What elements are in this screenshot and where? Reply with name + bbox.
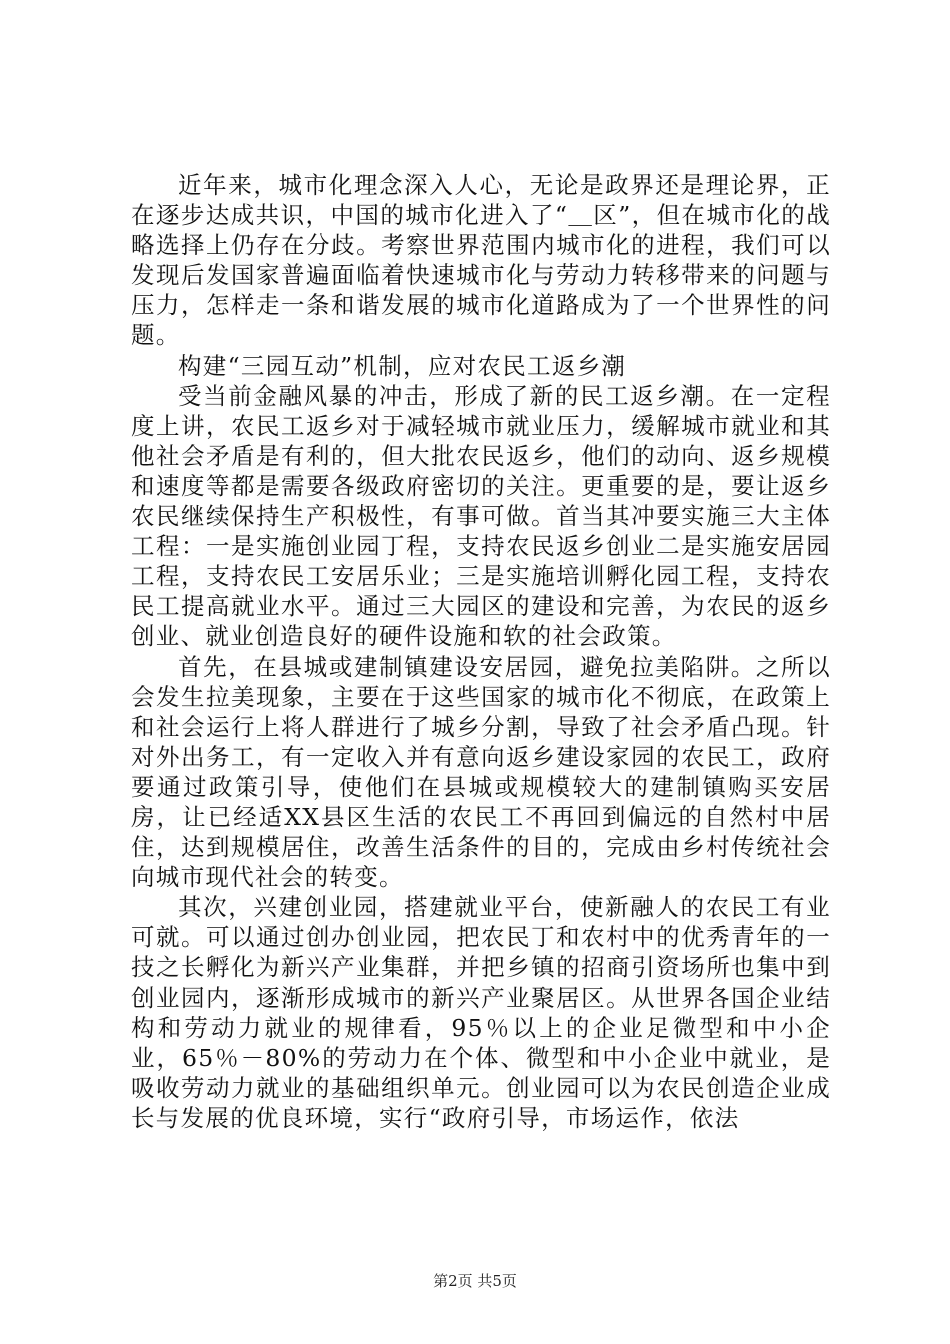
paragraph-second-startup: 其次，兴建创业园，搭建就业平台，使新融人的农民工有业可就。可以通过创办创业园，把农民丁和农村中的优秀青年的一技之长孵化为新兴产业集群，并把乡镇的招商引资场所也集中到创业园内，逐渐形成城市的新兴产业聚居区。从世界各国企业结构和劳动力就业的规律看，95％以上的企业足微型和中小企业，65％－80%的劳动力在个体、微型和中小企业中就业，是吸收劳动力就业的基础组织单元。创业园可以为农民创造企业成长与发展的优良环境，实行“政府引导，市场运作，依法: [131, 893, 831, 1132]
paragraph-return-wave: 受当前金融风暴的冲击，形成了新的民工返乡潮。在一定程度上讲，农民工返乡对于减轻城市就业压力，缓解城市就业和其他社会矛盾是有利的，但大批农民返乡，他们的动向、返乡规模和速度等都是需要各级政府密切的关注。更重要的是，要让返乡农民继续保持生产积极性，有事可做。首当其冲要实施三大主体工程：一是实施创业园丁程，支持农民返乡创业二是实施安居园工程，支持农民工安居乐业；三是实施培训孵化园工程，支持农民工提高就业水平。通过三大园区的建设和完善，为农民的返乡创业、就业创造良好的硬件设施和软的社会政策。: [131, 381, 831, 651]
paragraph-intro: 近年来，城市化理念深入人心，无论是政界还是理论界，正在逐步达成共识，中国的城市化进入了“＿区”，但在城市化的战略选择上仍存在分歧。考察世界范围内城市化的进程，我们可以发现后发国家普遍面临着快速城市化与劳动力转移带来的问题与压力，怎样走一条和谐发展的城市化道路成为了一个世界性的问题。: [131, 171, 831, 350]
document-body: [131, 170, 831, 1133]
paragraph-first-settlement: 首先，在县城或建制镇建设安居园，避免拉美陷阱。之所以会发生拉美现象，主要在于这些国家的城市化不彻底，在政策上和社会运行上将人群进行了城乡分割，导致了社会矛盾凸现。针对外出务工，有一定收入并有意向返乡建设家园的农民工，政府要通过政策引导，使他们在县城或规模较大的建制镇购买安居房，让已经适XX县区生活的农民工不再回到偏远的自然村中居住，达到规模居住，改善生活条件的目的，完成由乡村传统社会向城市现代社会的转变。: [131, 652, 831, 892]
page-number-footer: 第2页 共5页: [433, 1272, 517, 1290]
section-heading: 构建“三园互动”机制，应对农民工返乡潮: [178, 351, 627, 380]
